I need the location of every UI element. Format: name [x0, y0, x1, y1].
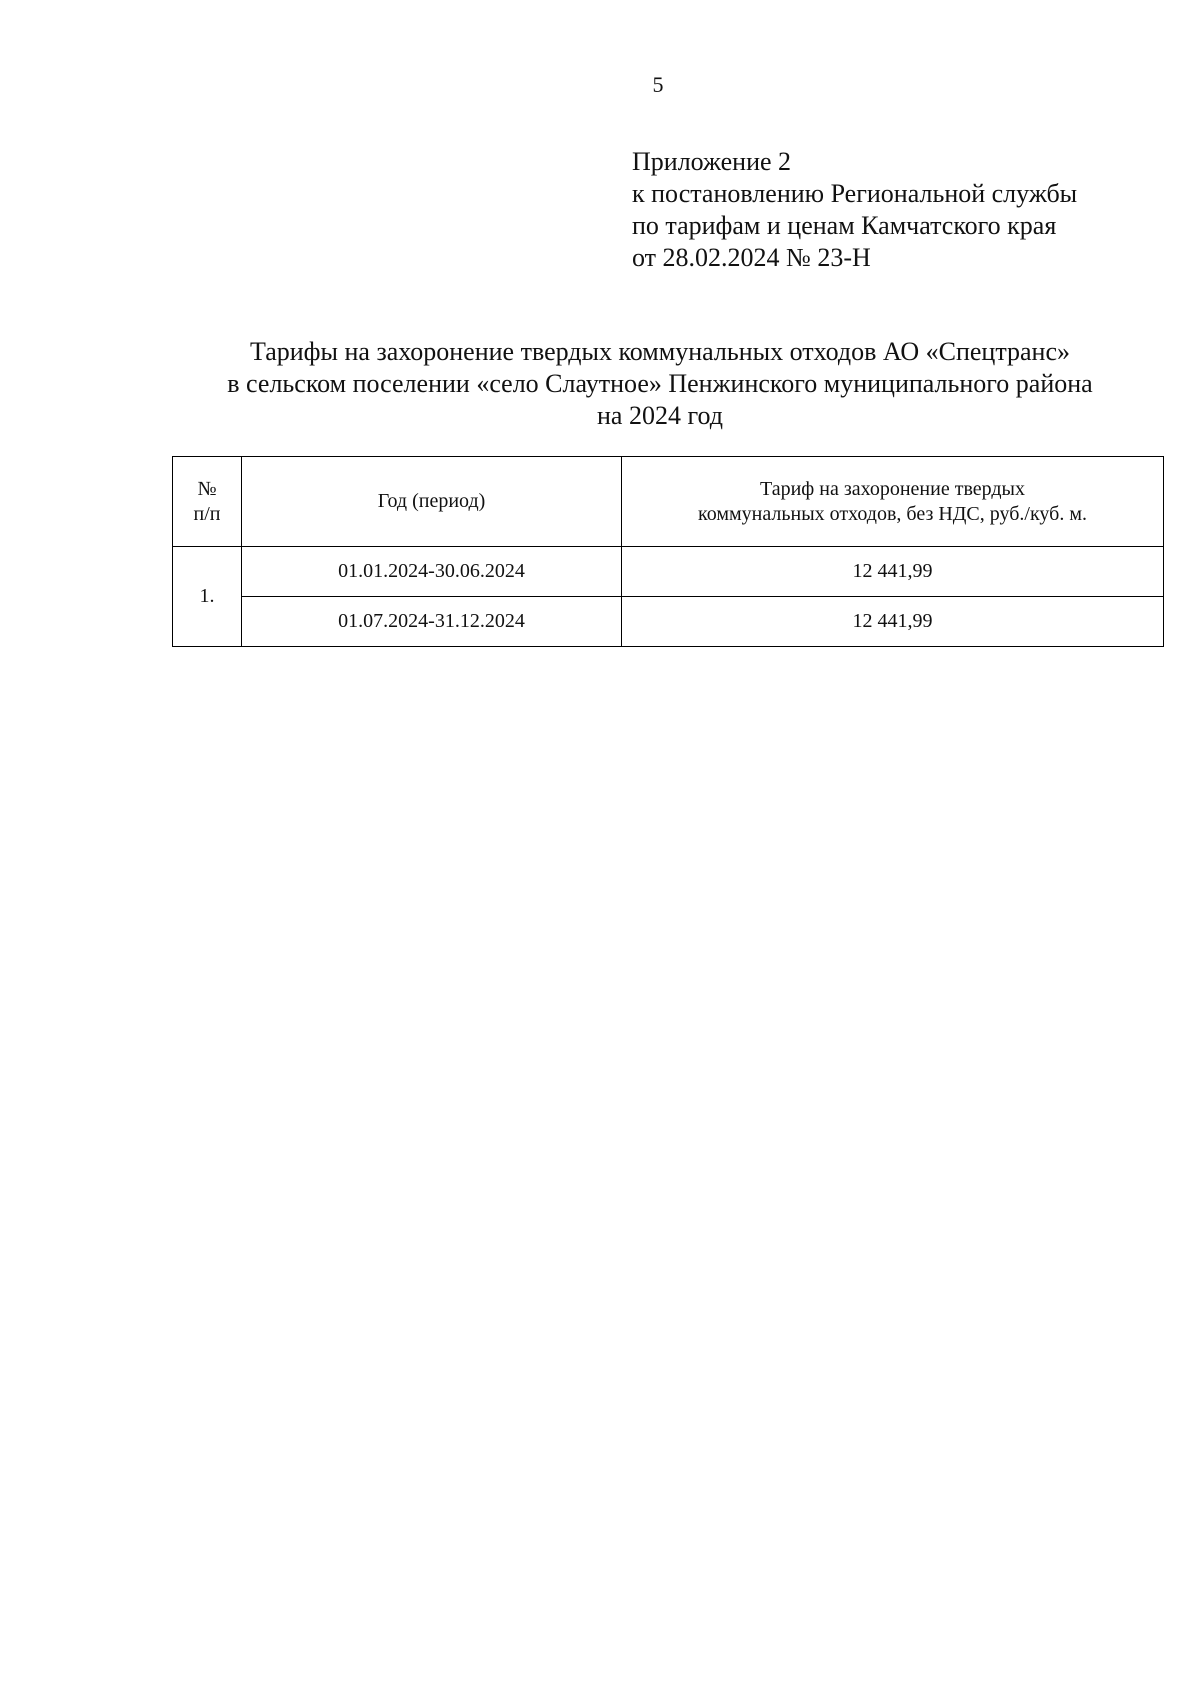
tariff-table: [172, 456, 1164, 647]
appendix-line: к постановлению Региональной службы: [632, 179, 1078, 208]
header-tariff-line1: Тариф на захоронение твердых: [759, 477, 1025, 500]
appendix-block: [632, 146, 1077, 274]
table-row: [173, 547, 1164, 597]
table-body: [173, 547, 1164, 647]
document-title: [160, 336, 1160, 432]
row-period: 01.07.2024-31.12.2024: [242, 597, 622, 647]
header-number-line1: №: [197, 477, 217, 500]
header-row: [173, 457, 1164, 547]
appendix-line: по тарифам и ценам Камчатского края: [632, 211, 1057, 240]
table-header: [173, 457, 1164, 547]
header-number-line2: п/п: [193, 502, 221, 525]
appendix-line: от 28.02.2024 № 23-Н: [632, 243, 871, 272]
table-row: [173, 597, 1164, 647]
title-line: на 2024 год: [597, 401, 723, 430]
row-period: 01.01.2024-30.06.2024: [242, 547, 622, 597]
row-number: 1.: [173, 547, 242, 647]
row-tariff: 12 441,99: [622, 547, 1164, 597]
title-line: в сельском поселении «село Слаутное» Пенжинского муниципального района: [227, 369, 1093, 398]
appendix-line: Приложение 2: [632, 147, 792, 176]
header-number: [173, 457, 242, 547]
header-tariff-line2: коммунальных отходов, без НДС, руб./куб. м.: [698, 502, 1087, 525]
header-tariff: [622, 457, 1164, 547]
row-tariff: 12 441,99: [622, 597, 1164, 647]
title-line: Тарифы на захоронение твердых коммунальных отходов АО «Спецтранс»: [249, 337, 1071, 366]
header-period: Год (период): [242, 457, 622, 547]
page-number: 5: [652, 72, 664, 97]
